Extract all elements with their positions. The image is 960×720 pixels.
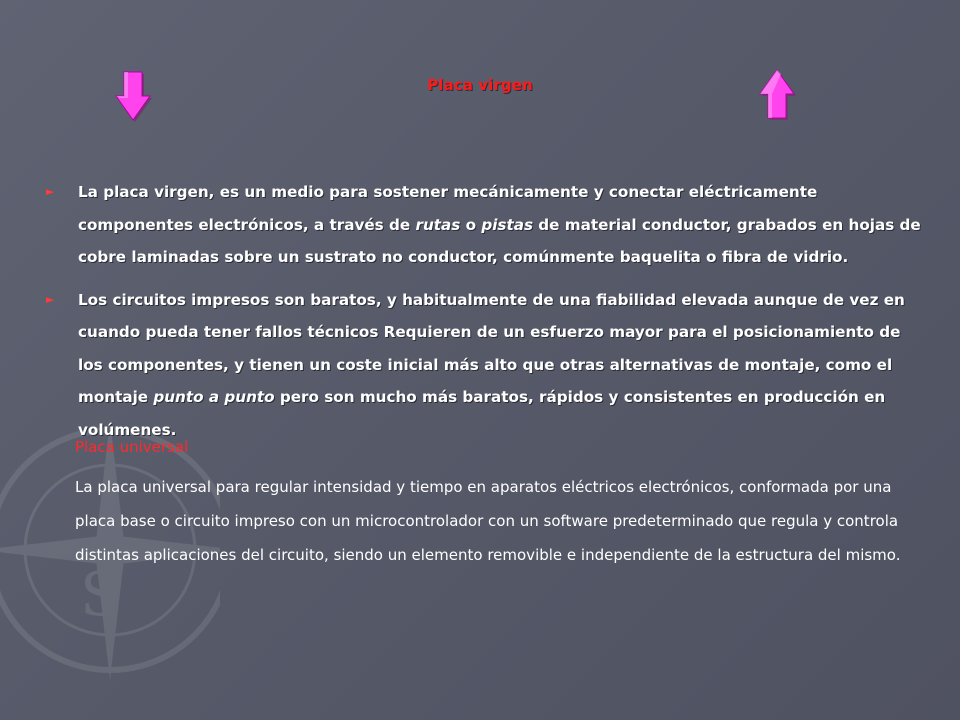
bullet-text: La placa virgen, es un medio para sostener mecánicamente y conectar eléctricamente componentes electrónicos, a través de rutas o pistas de material conductor, grabados en hojas de cobre laminadas sobre un sustrato no conductor, comúnmente baquelita o fibra de vidrio.: [78, 183, 921, 266]
up-arrow-icon[interactable]: [756, 68, 796, 120]
bullet-item: [46, 176, 926, 274]
bullet-arrow-icon: ►: [46, 185, 55, 198]
svg-text:S: S: [80, 560, 122, 630]
section-body: La placa universal para regular intensidad y tiempo en aparatos eléctricos electrónicos, conformada por una placa base o circuito impreso con un microcontrolador con un software predeterminado que regula y controla distintas aplicaciones del circuito, siendo un elemento removible e independiente de la estructura del mismo.: [75, 478, 901, 564]
section-title: Placa universal: [75, 438, 189, 456]
bullet-arrow-icon: ►: [46, 292, 55, 306]
bullet-item: [46, 284, 926, 447]
slide-title: Placa virgen: [427, 76, 533, 94]
bullet-text: Los circuitos impresos son baratos, y habitualmente de una fiabilidad elevada aunque de vez en cuando pueda tener fallos técnicos Requieren de un esfuerzo mayor para el posicionamiento de los componentes, y tienen un coste inicial más alto que otras alternativas de montaje, como el montaje punto a punto pero son mucho más baratos, rápidos y consistentes en producción en volúmenes.: [78, 290, 905, 439]
down-arrow-icon[interactable]: [112, 70, 152, 122]
bullet-list: [46, 176, 926, 456]
